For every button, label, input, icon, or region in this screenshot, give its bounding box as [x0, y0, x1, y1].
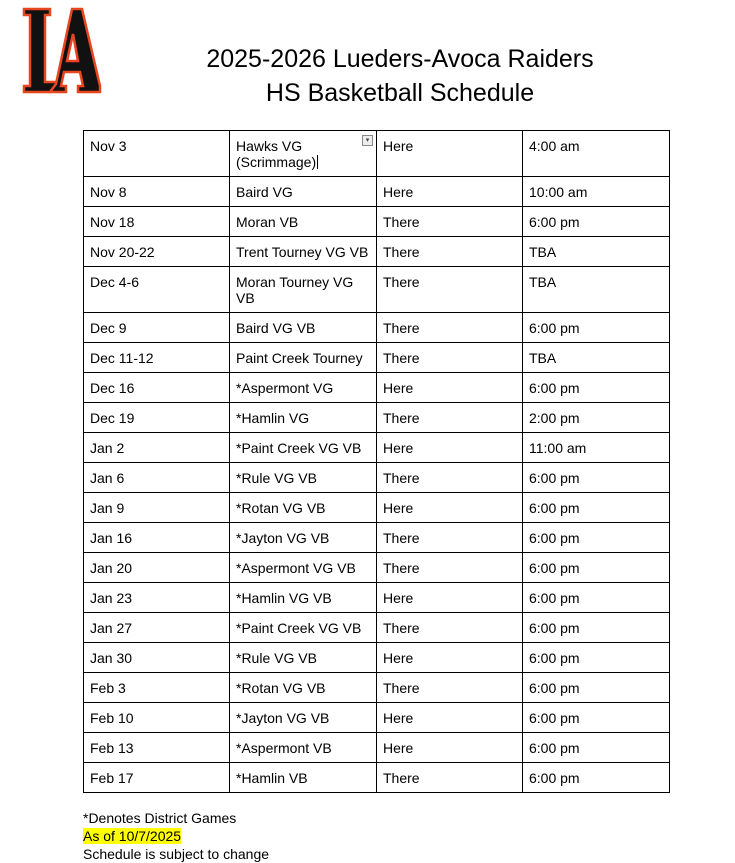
date-cell: Nov 8 [84, 177, 230, 207]
location-cell: Here [377, 493, 523, 523]
time-cell: 6:00 pm [523, 763, 670, 793]
opponent-cell: *Hamlin VG VB [230, 583, 377, 613]
time-cell: 6:00 pm [523, 313, 670, 343]
opponent-cell: *Paint Creek VG VB [230, 613, 377, 643]
date-cell: Jan 20 [84, 553, 230, 583]
date-cell: Feb 13 [84, 733, 230, 763]
opponent-cell: *Rule VG VB [230, 463, 377, 493]
location-cell: There [377, 403, 523, 433]
table-row [84, 373, 670, 403]
date-cell: Jan 27 [84, 613, 230, 643]
date-cell: Feb 10 [84, 703, 230, 733]
location-cell: There [377, 463, 523, 493]
time-cell: 2:00 pm [523, 403, 670, 433]
opponent-cell: *Aspermont VG [230, 373, 377, 403]
table-row [84, 463, 670, 493]
date-cell: Jan 30 [84, 643, 230, 673]
date-cell: Jan 6 [84, 463, 230, 493]
date-cell: Dec 19 [84, 403, 230, 433]
opponent-cell: *Rule VG VB [230, 643, 377, 673]
notes [83, 809, 269, 863]
date-cell: Jan 23 [84, 583, 230, 613]
opponent-cell: Moran VB [230, 207, 377, 237]
table-row [84, 267, 670, 313]
location-cell: There [377, 237, 523, 267]
opponent-cell: *Jayton VG VB [230, 703, 377, 733]
location-cell: There [377, 553, 523, 583]
location-cell: Here [377, 643, 523, 673]
location-cell: Here [377, 433, 523, 463]
opponent-cell: *Paint Creek VG VB [230, 433, 377, 463]
location-cell: Here [377, 583, 523, 613]
cell-dropdown-icon[interactable]: ▾ [362, 135, 373, 146]
date-cell: Dec 16 [84, 373, 230, 403]
date-cell: Dec 11-12 [84, 343, 230, 373]
time-cell: 6:00 pm [523, 523, 670, 553]
location-cell: There [377, 763, 523, 793]
date-cell: Feb 3 [84, 673, 230, 703]
opponent-cell: *Hamlin VG [230, 403, 377, 433]
date-cell: Feb 17 [84, 763, 230, 793]
time-cell: 6:00 pm [523, 673, 670, 703]
table-row [84, 343, 670, 373]
location-cell: There [377, 523, 523, 553]
table-row [84, 553, 670, 583]
location-cell: Here [377, 131, 523, 177]
opponent-cell: Hawks VG (Scrimmage) ▾ [230, 131, 377, 177]
table-row [84, 643, 670, 673]
time-cell: 6:00 pm [523, 733, 670, 763]
time-cell: 6:00 pm [523, 643, 670, 673]
date-cell: Dec 9 [84, 313, 230, 343]
location-cell: There [377, 343, 523, 373]
schedule-table [83, 130, 670, 793]
time-cell: TBA [523, 267, 670, 313]
location-cell: Here [377, 733, 523, 763]
opponent-cell: Baird VG [230, 177, 377, 207]
time-cell: 10:00 am [523, 177, 670, 207]
table-row [84, 763, 670, 793]
time-cell: 4:00 am [523, 131, 670, 177]
date-cell: Nov 18 [84, 207, 230, 237]
la-monogram-icon [20, 6, 102, 98]
time-cell: 6:00 pm [523, 613, 670, 643]
table-row [84, 403, 670, 433]
date-cell: Nov 20-22 [84, 237, 230, 267]
time-cell: 6:00 pm [523, 493, 670, 523]
opponent-cell: Paint Creek Tourney [230, 343, 377, 373]
table-row [84, 523, 670, 553]
time-cell: 6:00 pm [523, 703, 670, 733]
table-row [84, 733, 670, 763]
table-row [84, 313, 670, 343]
time-cell: 6:00 pm [523, 463, 670, 493]
time-cell: 6:00 pm [523, 583, 670, 613]
location-cell: Here [377, 373, 523, 403]
table-row [84, 207, 670, 237]
as-of-date: As of 10/7/2025 [83, 828, 182, 844]
opponent-cell: Trent Tourney VG VB [230, 237, 377, 267]
opponent-cell: Baird VG VB [230, 313, 377, 343]
district-note: *Denotes District Games [83, 810, 237, 826]
location-cell: There [377, 267, 523, 313]
date-cell: Nov 3 [84, 131, 230, 177]
table-row [84, 131, 670, 177]
location-cell: There [377, 613, 523, 643]
opponent-cell: *Aspermont VG VB [230, 553, 377, 583]
change-note: Schedule is subject to change [83, 846, 270, 862]
table-row [84, 583, 670, 613]
opponent-cell: *Rotan VG VB [230, 673, 377, 703]
time-cell: 6:00 pm [523, 373, 670, 403]
table-row [84, 237, 670, 267]
table-row [84, 673, 670, 703]
table-row [84, 177, 670, 207]
opponent-cell: *Aspermont VB [230, 733, 377, 763]
date-cell: Jan 16 [84, 523, 230, 553]
table-row [84, 493, 670, 523]
page-title-line-2: HS Basketball Schedule [265, 79, 535, 107]
time-cell: 6:00 pm [523, 207, 670, 237]
table-row [84, 433, 670, 463]
opponent-cell: *Hamlin VB [230, 763, 377, 793]
table-row [84, 613, 670, 643]
date-cell: Jan 9 [84, 493, 230, 523]
date-cell: Dec 4-6 [84, 267, 230, 313]
team-logo [20, 6, 102, 98]
opponent-cell: *Rotan VG VB [230, 493, 377, 523]
location-cell: Here [377, 703, 523, 733]
time-cell: 11:00 am [523, 433, 670, 463]
opponent-cell: Moran Tourney VG VB [230, 267, 377, 313]
time-cell: TBA [523, 343, 670, 373]
location-cell: There [377, 673, 523, 703]
date-cell: Jan 2 [84, 433, 230, 463]
location-cell: Here [377, 177, 523, 207]
table-row [84, 703, 670, 733]
text-cursor [317, 155, 318, 169]
time-cell: 6:00 pm [523, 553, 670, 583]
location-cell: There [377, 207, 523, 237]
time-cell: TBA [523, 237, 670, 267]
page-title-line-1: 2025-2026 Lueders-Avoca Raiders [206, 45, 594, 73]
opponent-cell: *Jayton VG VB [230, 523, 377, 553]
location-cell: There [377, 313, 523, 343]
